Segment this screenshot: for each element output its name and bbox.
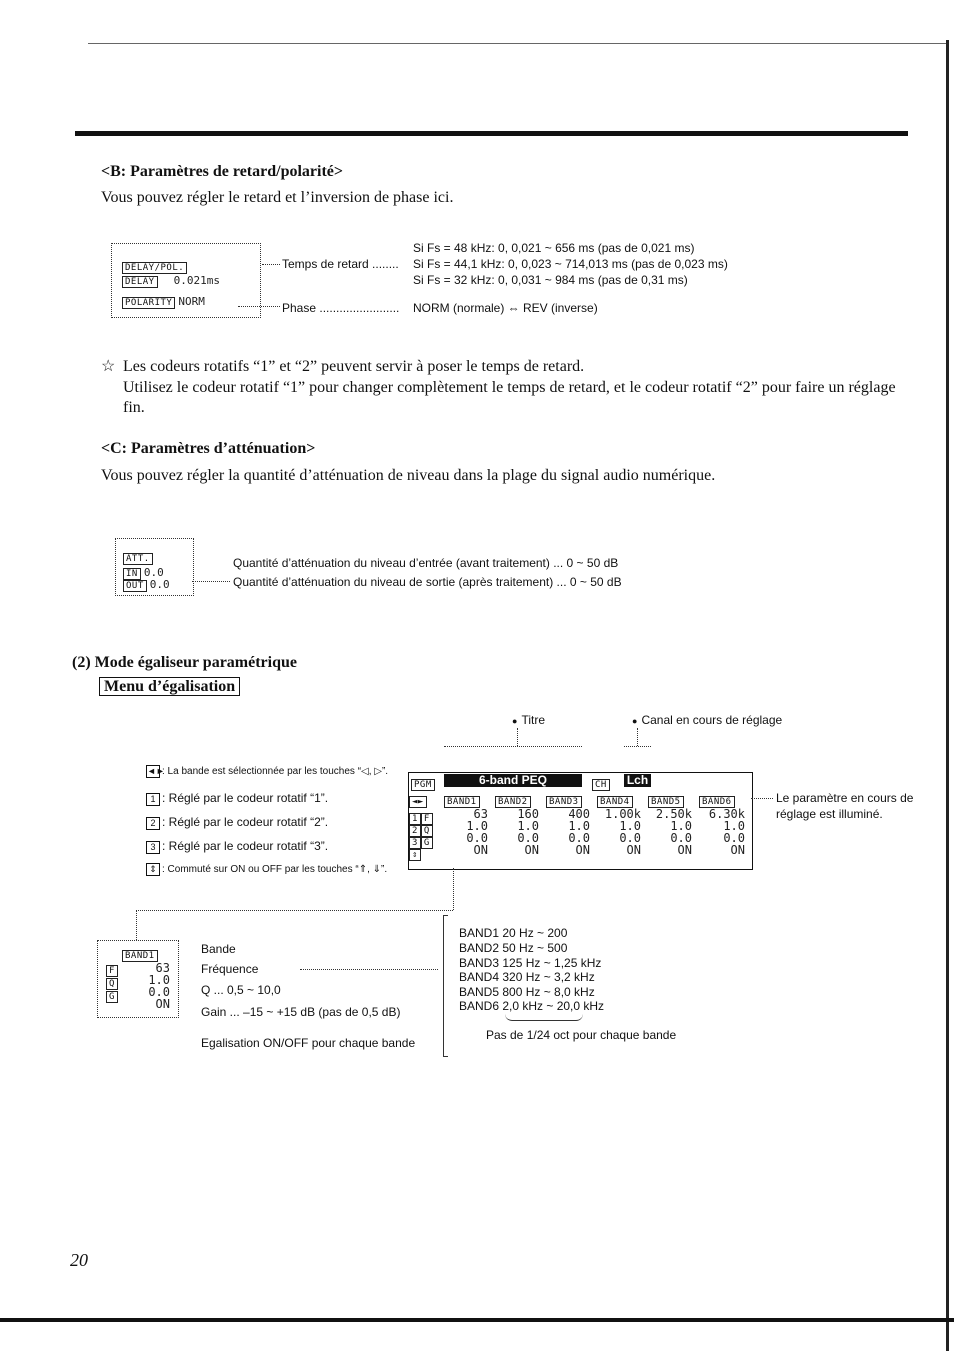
band-range-4: BAND4 320 Hz ~ 3,2 kHz <box>459 970 595 984</box>
star-icon: ☆ <box>101 358 116 375</box>
eq-band-5: BAND5 <box>648 791 684 809</box>
att-lcd-in-row: IN 0.0 <box>123 563 164 581</box>
polarity-value: NORM <box>178 295 205 308</box>
detail-key-g: G <box>106 986 118 1004</box>
callout-delay: Temps de retard ........ <box>282 257 399 271</box>
delay-lcd-delay-row: DELAY 0.021ms <box>122 271 220 289</box>
eq-col-6: 6.30k 1.0 0.0 ON <box>708 807 745 857</box>
section-b-heading: <B: Paramètres de retard/polarité> <box>101 163 344 180</box>
att-out-desc: Quantité d’atténuation du niveau de sortie (après traitement) ... 0 ~ 50 dB <box>233 575 622 589</box>
eq-col-2: 160 1.0 0.0 ON <box>517 807 539 857</box>
label-titre: ● Titre <box>512 712 545 729</box>
eq-row-key-q: 2 Q <box>409 820 433 838</box>
page-number: 20 <box>70 1250 88 1270</box>
eq-band-1: BAND1 <box>444 791 480 809</box>
legend-row-2: 1 : Réglé par le codeur rotatif “1”. <box>146 790 328 806</box>
eq-band-6: BAND6 <box>699 791 735 809</box>
connector-v <box>453 868 454 910</box>
delay-lcd-title: DELAY/POL. <box>122 257 187 275</box>
note-line-2: Utilisez le codeur rotatif “1” pour changer complètement le temps de retard, et le codeur rotatif “2” pour faire un réglage fin. <box>123 379 896 416</box>
detail-lbl-onoff: Egalisation ON/OFF pour chaque bande <box>201 1036 416 1050</box>
detail-lbl-gain: Gain ... –15 ~ +15 dB (pas de 0,5 dB) <box>201 1005 401 1019</box>
canal-bracket <box>624 746 651 747</box>
eq-row-key-bands: ◄► <box>409 791 427 809</box>
eq-col-4: 1.00k 1.0 0.0 ON <box>604 807 641 857</box>
band-range-5: BAND5 800 Hz ~ 8,0 kHz <box>459 985 595 999</box>
connector-h <box>136 910 453 911</box>
eq-band-2: BAND2 <box>495 791 531 809</box>
fs-line-2: Si Fs = 44,1 kHz: 0, 0,023 ~ 714,013 ms (pas de 0,023 ms) <box>413 257 728 271</box>
att-lcd-title: ATT. <box>123 548 153 566</box>
eq-title: 6-band PEQ <box>444 774 582 787</box>
eq-band-3: BAND3 <box>546 791 582 809</box>
detail-key-f: F <box>106 960 118 978</box>
leader-out <box>192 581 230 582</box>
leader-illumine <box>751 798 773 799</box>
section-2-heading: (2) Mode égaliseur paramétrique <box>72 654 297 671</box>
detail-values: 63 1.0 0.0 ON <box>148 961 170 1011</box>
att-in-desc: Quantité d’atténuation du niveau d’entrée (avant traitement) ... 0 ~ 50 dB <box>233 556 619 570</box>
detail-lbl-band: Bande <box>201 942 236 956</box>
connector-v2 <box>136 910 137 940</box>
detail-lbl-freq: Fréquence <box>201 962 259 976</box>
legend-row-3: 2 : Réglé par le codeur rotatif “2”. <box>146 814 328 830</box>
leader-canal <box>637 728 638 746</box>
note-line-1: Les codeurs rotatifs “1” et “2” peuvent servir à poser le temps de retard. <box>123 358 585 375</box>
section-c-heading: <C: Paramètres d’atténuation> <box>101 440 316 457</box>
band-range-1: BAND1 20 Hz ~ 200 <box>459 926 568 940</box>
menu-title: Menu d’égalisation <box>99 678 240 696</box>
eq-col-5: 2.50k 1.0 0.0 ON <box>655 807 692 857</box>
eq-pgm: PGM <box>411 774 435 792</box>
eq-row-key-onoff: ⇕ <box>409 844 421 862</box>
legend-row-1: ◄►: La bande est sélectionnée par les touches “◁, ▷”. <box>147 766 389 777</box>
delay-value: 0.021ms <box>173 274 220 287</box>
eq-ch: CH <box>592 774 610 792</box>
band-range-2: BAND2 50 Hz ~ 500 <box>459 941 568 955</box>
band-step: Pas de 1/24 oct pour chaque bande <box>486 1028 677 1042</box>
section-c-intro: Vous pouvez régler la quantité d’atténuation de niveau dans la plage du signal audio numérique. <box>101 467 716 484</box>
page-edge <box>946 40 949 1351</box>
range-bracket <box>443 915 448 1057</box>
top-faint-line <box>88 43 946 44</box>
leader-titre <box>517 728 518 746</box>
illumine-note: Le paramètre en cours de réglage est illuminé. <box>776 791 914 821</box>
att-lcd-out-row: OUT 0.0 <box>123 575 170 593</box>
detail-key-q: Q <box>106 973 118 991</box>
leader-delay <box>262 264 280 265</box>
section-b-intro: Vous pouvez régler le retard et l’inversion de phase ici. <box>101 189 454 206</box>
legend-row-5: ⇕ : Commuté sur ON ou OFF par les touches “⇑, ⇓”. <box>146 863 387 876</box>
top-rule <box>75 131 908 136</box>
legend-row-4: 3 : Réglé par le codeur rotatif “3”. <box>146 838 328 854</box>
leader-phase <box>238 306 280 307</box>
eq-row-key-g: 3 G <box>409 832 433 850</box>
att-out-value: 0.0 <box>149 578 170 591</box>
detail-band-label: BAND1 <box>122 945 158 963</box>
bottom-rule <box>0 1318 954 1322</box>
phase-desc: NORM (normale) ⇔ REV (inverse) <box>413 301 598 315</box>
eq-col-3: 400 1.0 0.0 ON <box>568 807 590 857</box>
detail-lbl-q: Q ... 0,5 ~ 10,0 <box>201 983 281 997</box>
delay-lcd-polarity-row: POLARITY NORM <box>122 292 205 310</box>
att-in-value: 0.0 <box>143 566 164 579</box>
step-brace <box>505 1014 583 1021</box>
leader-freq <box>300 969 438 970</box>
fs-line-3: Si Fs = 32 kHz: 0, 0,031 ~ 984 ms (pas de 0,31 ms) <box>413 273 688 287</box>
eq-row-key-f: 1 F <box>409 808 433 826</box>
band-range-3: BAND3 125 Hz ~ 1,25 kHz <box>459 956 602 970</box>
band-range-6: BAND6 2,0 kHz ~ 20,0 kHz <box>459 999 605 1013</box>
label-canal: ● Canal en cours de réglage <box>632 712 782 729</box>
eq-col-1: 63 1.0 0.0 ON <box>466 807 488 857</box>
eq-band-4: BAND4 <box>597 791 633 809</box>
eq-ch-value: Lch <box>624 774 651 787</box>
fs-line-1: Si Fs = 48 kHz: 0, 0,021 ~ 656 ms (pas de 0,021 ms) <box>413 241 695 255</box>
titre-bracket <box>444 746 582 747</box>
callout-phase: Phase ........................ <box>282 301 400 315</box>
